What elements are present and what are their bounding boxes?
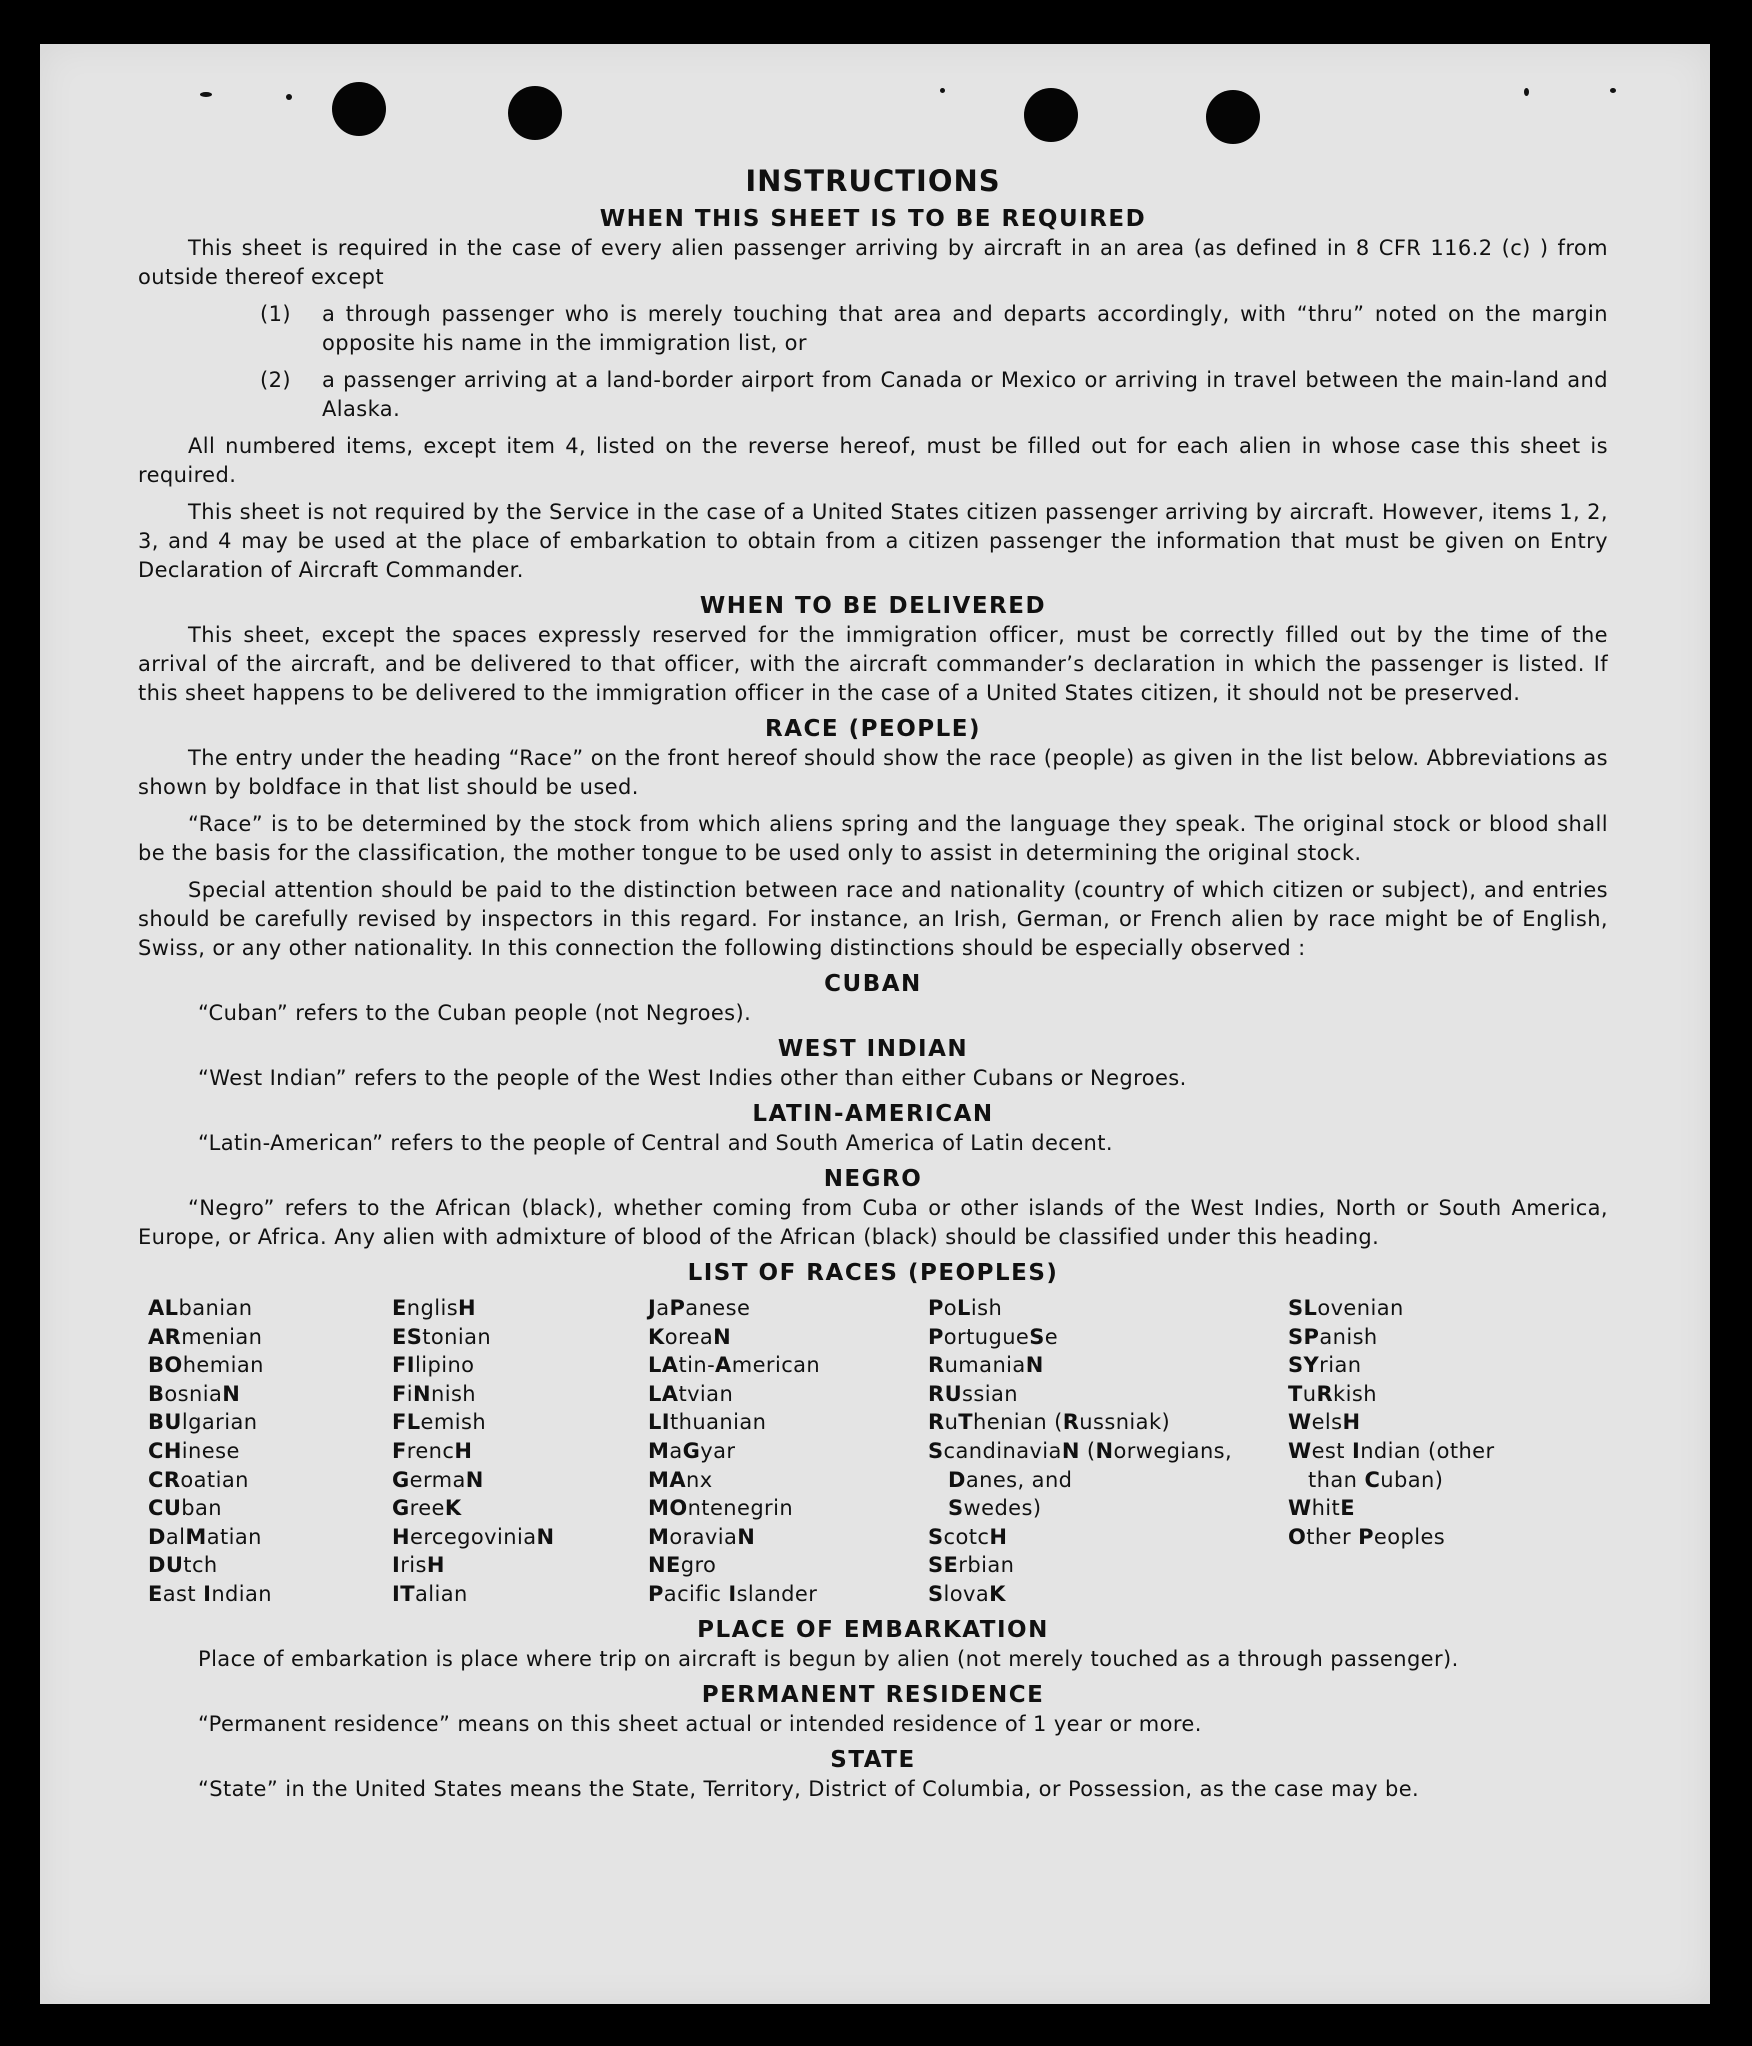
race-entry: CHinese <box>148 1438 240 1463</box>
race-entry: CUban <box>148 1496 222 1521</box>
race-entry: WhitE <box>1288 1496 1355 1521</box>
races-column <box>148 1294 392 1609</box>
race-entry: than Cuban) <box>1308 1467 1444 1492</box>
race-entry: CRoatian <box>148 1467 249 1492</box>
race-entry: EnglisH <box>392 1296 477 1320</box>
race-entry: FiNnish <box>392 1381 477 1406</box>
race-para: “Race” is to be determined by the stock from which aliens spring and the language they speak. The original stock or blood shall be the basis for the classification, the mother tongue to be used only to assist in determining the original stock. <box>138 812 1608 865</box>
exception-item <box>138 300 1608 358</box>
race-entry: MAnx <box>648 1467 713 1492</box>
race-entry: GermaN <box>392 1467 484 1492</box>
negro-text: “Negro” refers to the African (black), whether coming from Cuba or other islands of the West Indies, North or South America, Europe, or Africa. Any alien with admixture of blood of the African (black) should be classified under this heading. <box>138 1196 1608 1249</box>
race-entry: PoLish <box>928 1296 1003 1320</box>
embarkation-text: Place of embarkation is place where trip on aircraft is begun by alien (not merely touched as a through passenger). <box>198 1646 1459 1671</box>
ink-speck <box>200 92 212 97</box>
race-entry: LAtin-American <box>648 1353 821 1378</box>
race-para: Special attention should be paid to the distinction between race and nationality (country of which citizen or subject), and entries should be carefully revised by inspectors in this regard. For instance, an Irish, German, or French alien by race might be of English, Swiss, or any other nationality. In this connection the following distinctions should be especially observed : <box>138 878 1608 960</box>
state-text: “State” in the United States means the State, Territory, District of Columbia, or Possession, as the case may be. <box>198 1776 1420 1801</box>
section-heading-state: STATE <box>830 1746 916 1773</box>
ink-speck <box>940 88 945 93</box>
race-entry: JaPanese <box>648 1296 751 1320</box>
race-entry: ARmenian <box>148 1324 263 1349</box>
section-heading-latin-american: LATIN-AMERICAN <box>752 1101 994 1127</box>
race-entry: SlovaK <box>928 1581 1006 1606</box>
race-entry: GreeK <box>392 1496 462 1521</box>
race-entry: FIlipino <box>392 1353 475 1378</box>
race-entry: MOntenegrin <box>648 1496 794 1521</box>
races-column <box>648 1294 928 1609</box>
item-number: (2) <box>260 368 291 392</box>
latin-american-text: “Latin-American” refers to the people of Central and South America of Latin decent. <box>198 1131 1113 1155</box>
required-para: All numbered items, except item 4, listed on the reverse hereof, must be filled out for each alien in whose case this sheet is required. <box>138 434 1608 487</box>
race-entry: Other Peoples <box>1288 1524 1446 1549</box>
residence-text: “Permanent residence” means on this sheet actual or intended residence of 1 year or more. <box>198 1711 1202 1736</box>
races-column <box>392 1294 648 1609</box>
section-heading-delivered: WHEN TO BE DELIVERED <box>699 593 1047 619</box>
race-entry: ScandinaviaN (Norwegians, <box>928 1438 1233 1463</box>
exception-item <box>138 366 1608 424</box>
section-heading-required: WHEN THIS SHEET IS TO BE REQUIRED <box>599 206 1147 232</box>
race-entry: BOhemian <box>148 1353 264 1378</box>
delivered-text: This sheet, except the spaces expressly reserved for the immigration officer, must be correctly filled out by the time of the arrival of the aircraft, and be delivered to that officer, with the aircraft commander’s declaration in which the passenger is listed. If this sheet happens to be delivered to the immigration officer in the case of a United States citizen, it should not be preserved. <box>138 623 1608 705</box>
race-entry: DUtch <box>148 1553 218 1578</box>
ink-speck <box>286 94 292 100</box>
item-number: (1) <box>260 302 291 326</box>
race-entry: West Indian (other <box>1288 1438 1495 1463</box>
race-entry: HercegoviniaN <box>392 1524 555 1549</box>
race-entry: ScotcH <box>928 1524 1008 1549</box>
race-entry: SPanish <box>1288 1324 1378 1349</box>
race-entry: RuThenian (Russniak) <box>928 1410 1171 1435</box>
section-heading-negro: NEGRO <box>823 1166 923 1192</box>
race-entry: KoreaN <box>648 1324 732 1349</box>
race-entry: East Indian <box>148 1581 273 1606</box>
race-entry: FrencH <box>392 1438 473 1463</box>
race-entry: TuRkish <box>1288 1381 1377 1406</box>
required-intro: This sheet is required in the case of every alien passenger arriving by aircraft in an area (as defined in 8 CFR 116.2 (c) ) from outside thereof except <box>138 236 1608 289</box>
race-entry: ITalian <box>392 1581 468 1606</box>
cuban-text: “Cuban” refers to the Cuban people (not Negroes). <box>198 1001 752 1025</box>
races-column <box>1288 1294 1588 1609</box>
ink-speck <box>1524 88 1529 96</box>
race-entry: BUlgarian <box>148 1410 258 1435</box>
instructions-content <box>138 120 1608 1812</box>
race-entry: DalMatian <box>148 1524 262 1549</box>
race-entry: IrisH <box>392 1553 445 1578</box>
race-entry: SLovenian <box>1288 1296 1404 1320</box>
race-entry: Pacific Islander <box>648 1581 818 1606</box>
race-entry: ALbanian <box>148 1296 253 1320</box>
race-para: The entry under the heading “Race” on the front hereof should show the race (people) as given in the list below. Abbreviations as shown by boldface in that list should be used. <box>138 746 1608 799</box>
item-text: a through passenger who is merely touching that area and departs accordingly, with “thru” noted on the margin opposite his name in the immigration list, or <box>322 302 1608 355</box>
section-heading-race: RACE (PEOPLE) <box>765 716 981 742</box>
race-entry: WelsH <box>1288 1410 1361 1435</box>
section-heading-west-indian: WEST INDIAN <box>777 1036 969 1062</box>
required-para: This sheet is not required by the Service in the case of a United States citizen passenger arriving by aircraft. However, items 1, 2, 3, and 4 may be used at the place of embarkation to obtain from a citizen passenger the information that must be given on Entry Declaration of Aircraft Commander. <box>138 500 1608 582</box>
section-heading-cuban: CUBAN <box>824 971 922 997</box>
race-entry: NEgro <box>648 1553 717 1578</box>
race-entry: FLemish <box>392 1410 487 1435</box>
race-entry: BosniaN <box>148 1381 241 1406</box>
race-entry: SYrian <box>1288 1353 1362 1378</box>
race-entry: RumaniaN <box>928 1353 1044 1378</box>
west-indian-text: “West Indian” refers to the people of the West Indies other than either Cubans or Negroes. <box>198 1066 1187 1090</box>
section-heading-list: LIST OF RACES (PEOPLES) <box>687 1260 1059 1286</box>
race-entry: Danes, and <box>948 1467 1073 1492</box>
race-entry: Swedes) <box>948 1496 1042 1521</box>
section-heading-embarkation: PLACE OF EMBARKATION <box>697 1616 1049 1643</box>
races-column <box>928 1294 1288 1609</box>
race-entry: LAtvian <box>648 1381 734 1406</box>
race-entry: SErbian <box>928 1553 1015 1578</box>
races-list <box>148 1294 1608 1609</box>
race-entry: LIthuanian <box>648 1410 767 1435</box>
race-entry: MaGyar <box>648 1438 736 1463</box>
race-entry: MoraviaN <box>648 1524 756 1549</box>
race-entry: EStonian <box>392 1324 492 1349</box>
race-entry: RUssian <box>928 1381 1018 1406</box>
item-text: a passenger arriving at a land-border airport from Canada or Mexico or arriving in travel between the main-land and Alaska. <box>322 368 1608 421</box>
page-title: INSTRUCTIONS <box>745 164 1001 198</box>
section-heading-residence: PERMANENT RESIDENCE <box>701 1681 1045 1708</box>
ink-speck <box>1610 88 1616 93</box>
race-entry: PortugueSe <box>928 1324 1059 1349</box>
